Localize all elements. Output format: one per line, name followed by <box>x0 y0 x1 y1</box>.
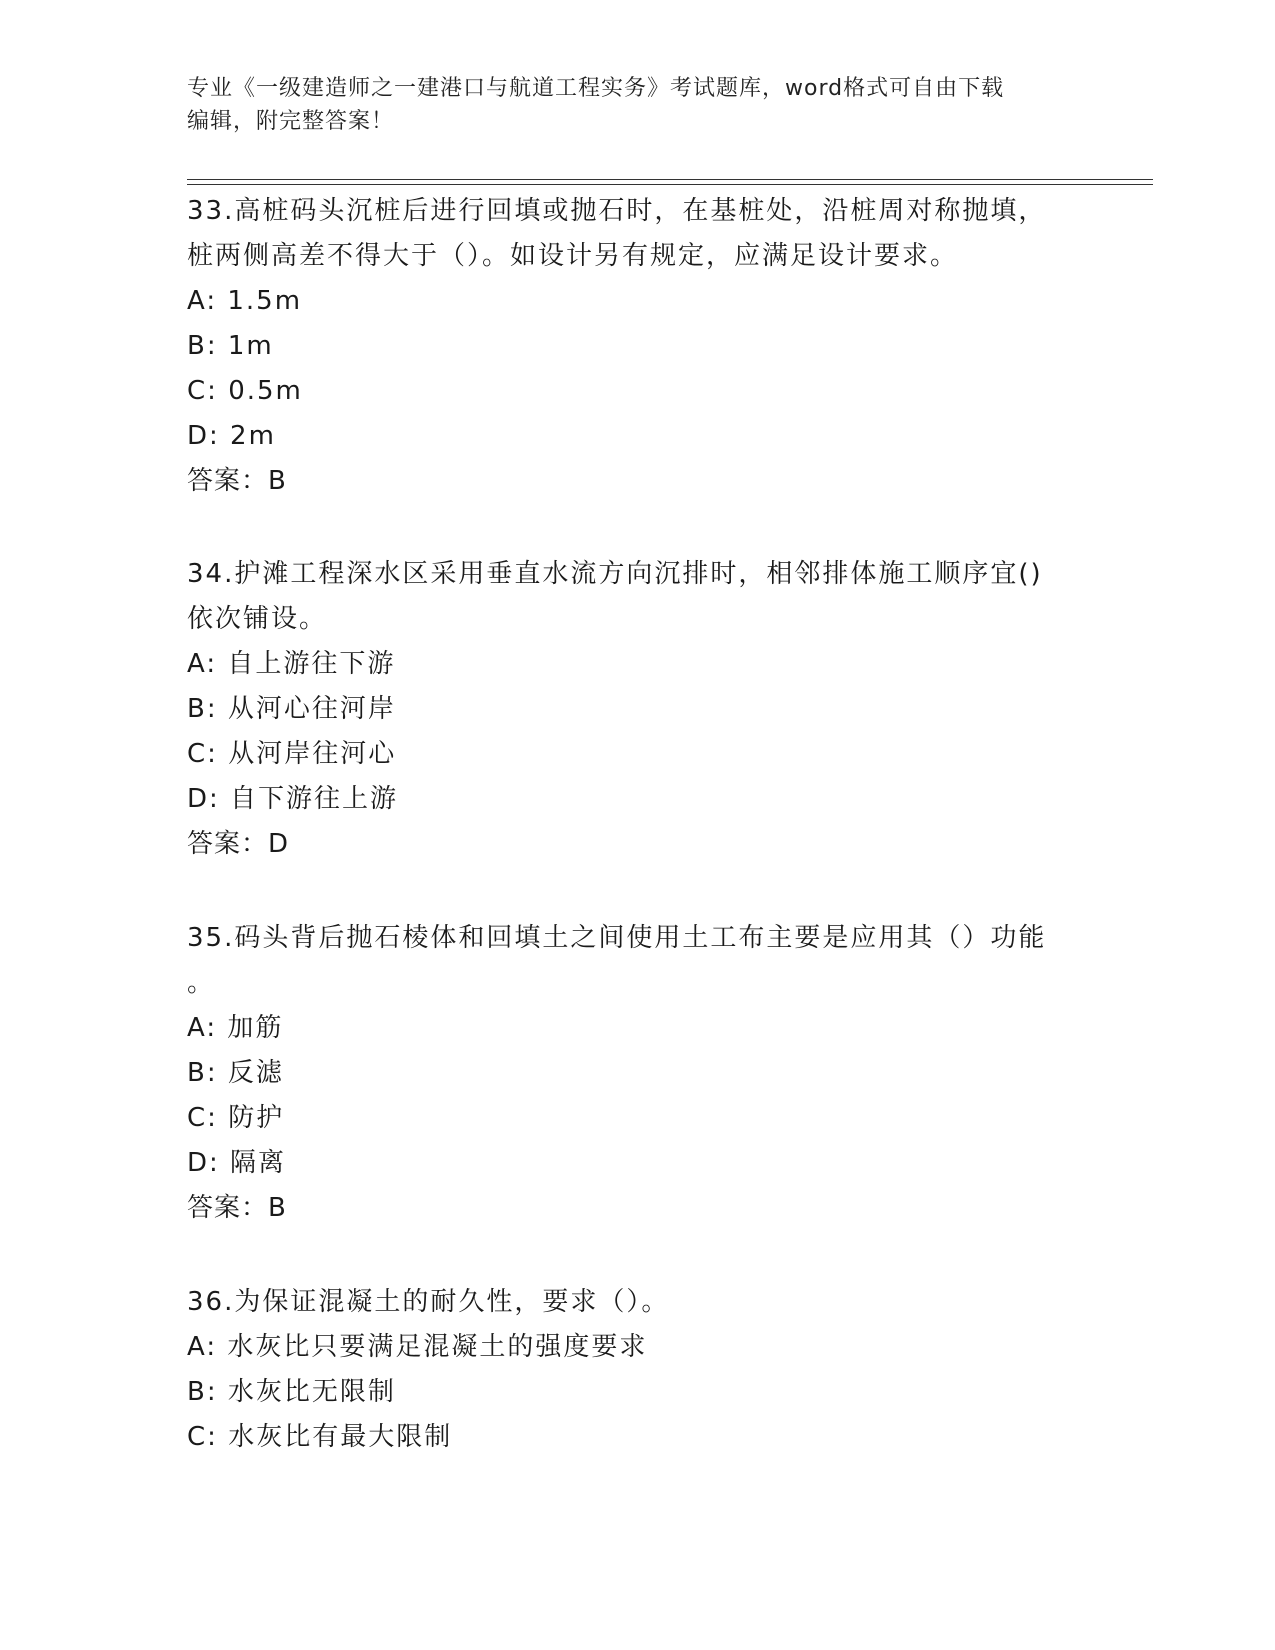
option-a <box>187 1325 1087 1370</box>
option-key: B: <box>187 331 218 361</box>
option-c <box>187 1096 1087 1141</box>
option-text: 自上游往下游 <box>227 649 396 679</box>
answer-line: 答案：B <box>187 466 287 496</box>
option-key: B: <box>187 694 218 724</box>
option-b <box>187 1370 1087 1415</box>
option-text: 1.5m <box>227 286 303 316</box>
option-key: B: <box>187 1058 218 1088</box>
option-key: B: <box>187 1377 218 1407</box>
option-text: 从河岸往河心 <box>228 739 397 769</box>
option-text: 1m <box>227 331 274 361</box>
question-stem-line: 34.护滩工程深水区采用垂直水流方向沉排时，相邻排体施工顺序宜() <box>187 559 1043 589</box>
option-key: C: <box>187 1103 218 1133</box>
header-divider-top <box>187 179 1153 180</box>
option-text: 反滤 <box>227 1058 284 1088</box>
header-line-2: 编辑，附完整答案！ <box>187 109 395 134</box>
header-divider-bottom <box>187 184 1153 185</box>
question-36 <box>187 1280 1087 1460</box>
option-key: A: <box>187 1013 218 1043</box>
question-33 <box>187 189 1087 504</box>
answer-line: 答案：D <box>187 829 290 859</box>
option-b <box>187 324 1087 369</box>
question-stem-line: 35.码头背后抛石棱体和回填土之间使用土工布主要是应用其（）功能 <box>187 923 1047 953</box>
option-d <box>187 414 1087 459</box>
option-text: 2m <box>230 421 276 451</box>
question-stem-line: 36.为保证混凝土的耐久性，要求（）。 <box>187 1287 670 1317</box>
question-stem-line: 33.高桩码头沉桩后进行回填或抛石时，在基桩处，沿桩周对称抛填， <box>187 196 1047 226</box>
option-c <box>187 369 1087 414</box>
option-d <box>187 1141 1087 1186</box>
option-a <box>187 1006 1087 1051</box>
option-key: C: <box>187 376 218 406</box>
option-a <box>187 279 1087 324</box>
option-text: 水灰比只要满足混凝土的强度要求 <box>227 1332 648 1362</box>
option-b <box>187 687 1087 732</box>
option-text: 隔离 <box>230 1148 287 1178</box>
option-key: C: <box>187 739 218 769</box>
option-a <box>187 642 1087 687</box>
option-text: 水灰比无限制 <box>227 1377 396 1407</box>
option-key: D: <box>187 1148 220 1178</box>
option-key: D: <box>187 421 220 451</box>
option-key: A: <box>187 649 218 679</box>
option-d <box>187 777 1087 822</box>
option-text: 0.5m <box>228 376 303 406</box>
option-key: A: <box>187 286 218 316</box>
option-c <box>187 732 1087 777</box>
answer-line: 答案：B <box>187 1193 287 1223</box>
question-35 <box>187 916 1087 1231</box>
option-c <box>187 1415 1087 1460</box>
option-text: 水灰比有最大限制 <box>228 1422 453 1452</box>
option-text: 自下游往上游 <box>230 784 399 814</box>
question-34 <box>187 552 1087 867</box>
question-stem-line: 依次铺设。 <box>187 604 328 634</box>
question-stem-line: 。 <box>187 968 216 998</box>
option-key: D: <box>187 784 220 814</box>
option-text: 加筋 <box>227 1013 284 1043</box>
option-text: 防护 <box>228 1103 285 1133</box>
header-line-1: 专业《一级建造师之一建港口与航道工程实务》考试题库，word格式可自由下载 <box>187 76 1005 101</box>
question-stem-line: 桩两侧高差不得大于（）。如设计另有规定，应满足设计要求。 <box>187 241 959 271</box>
option-text: 从河心往河岸 <box>227 694 396 724</box>
document-header <box>187 72 1087 138</box>
option-key: A: <box>187 1332 218 1362</box>
option-key: C: <box>187 1422 218 1452</box>
option-b <box>187 1051 1087 1096</box>
